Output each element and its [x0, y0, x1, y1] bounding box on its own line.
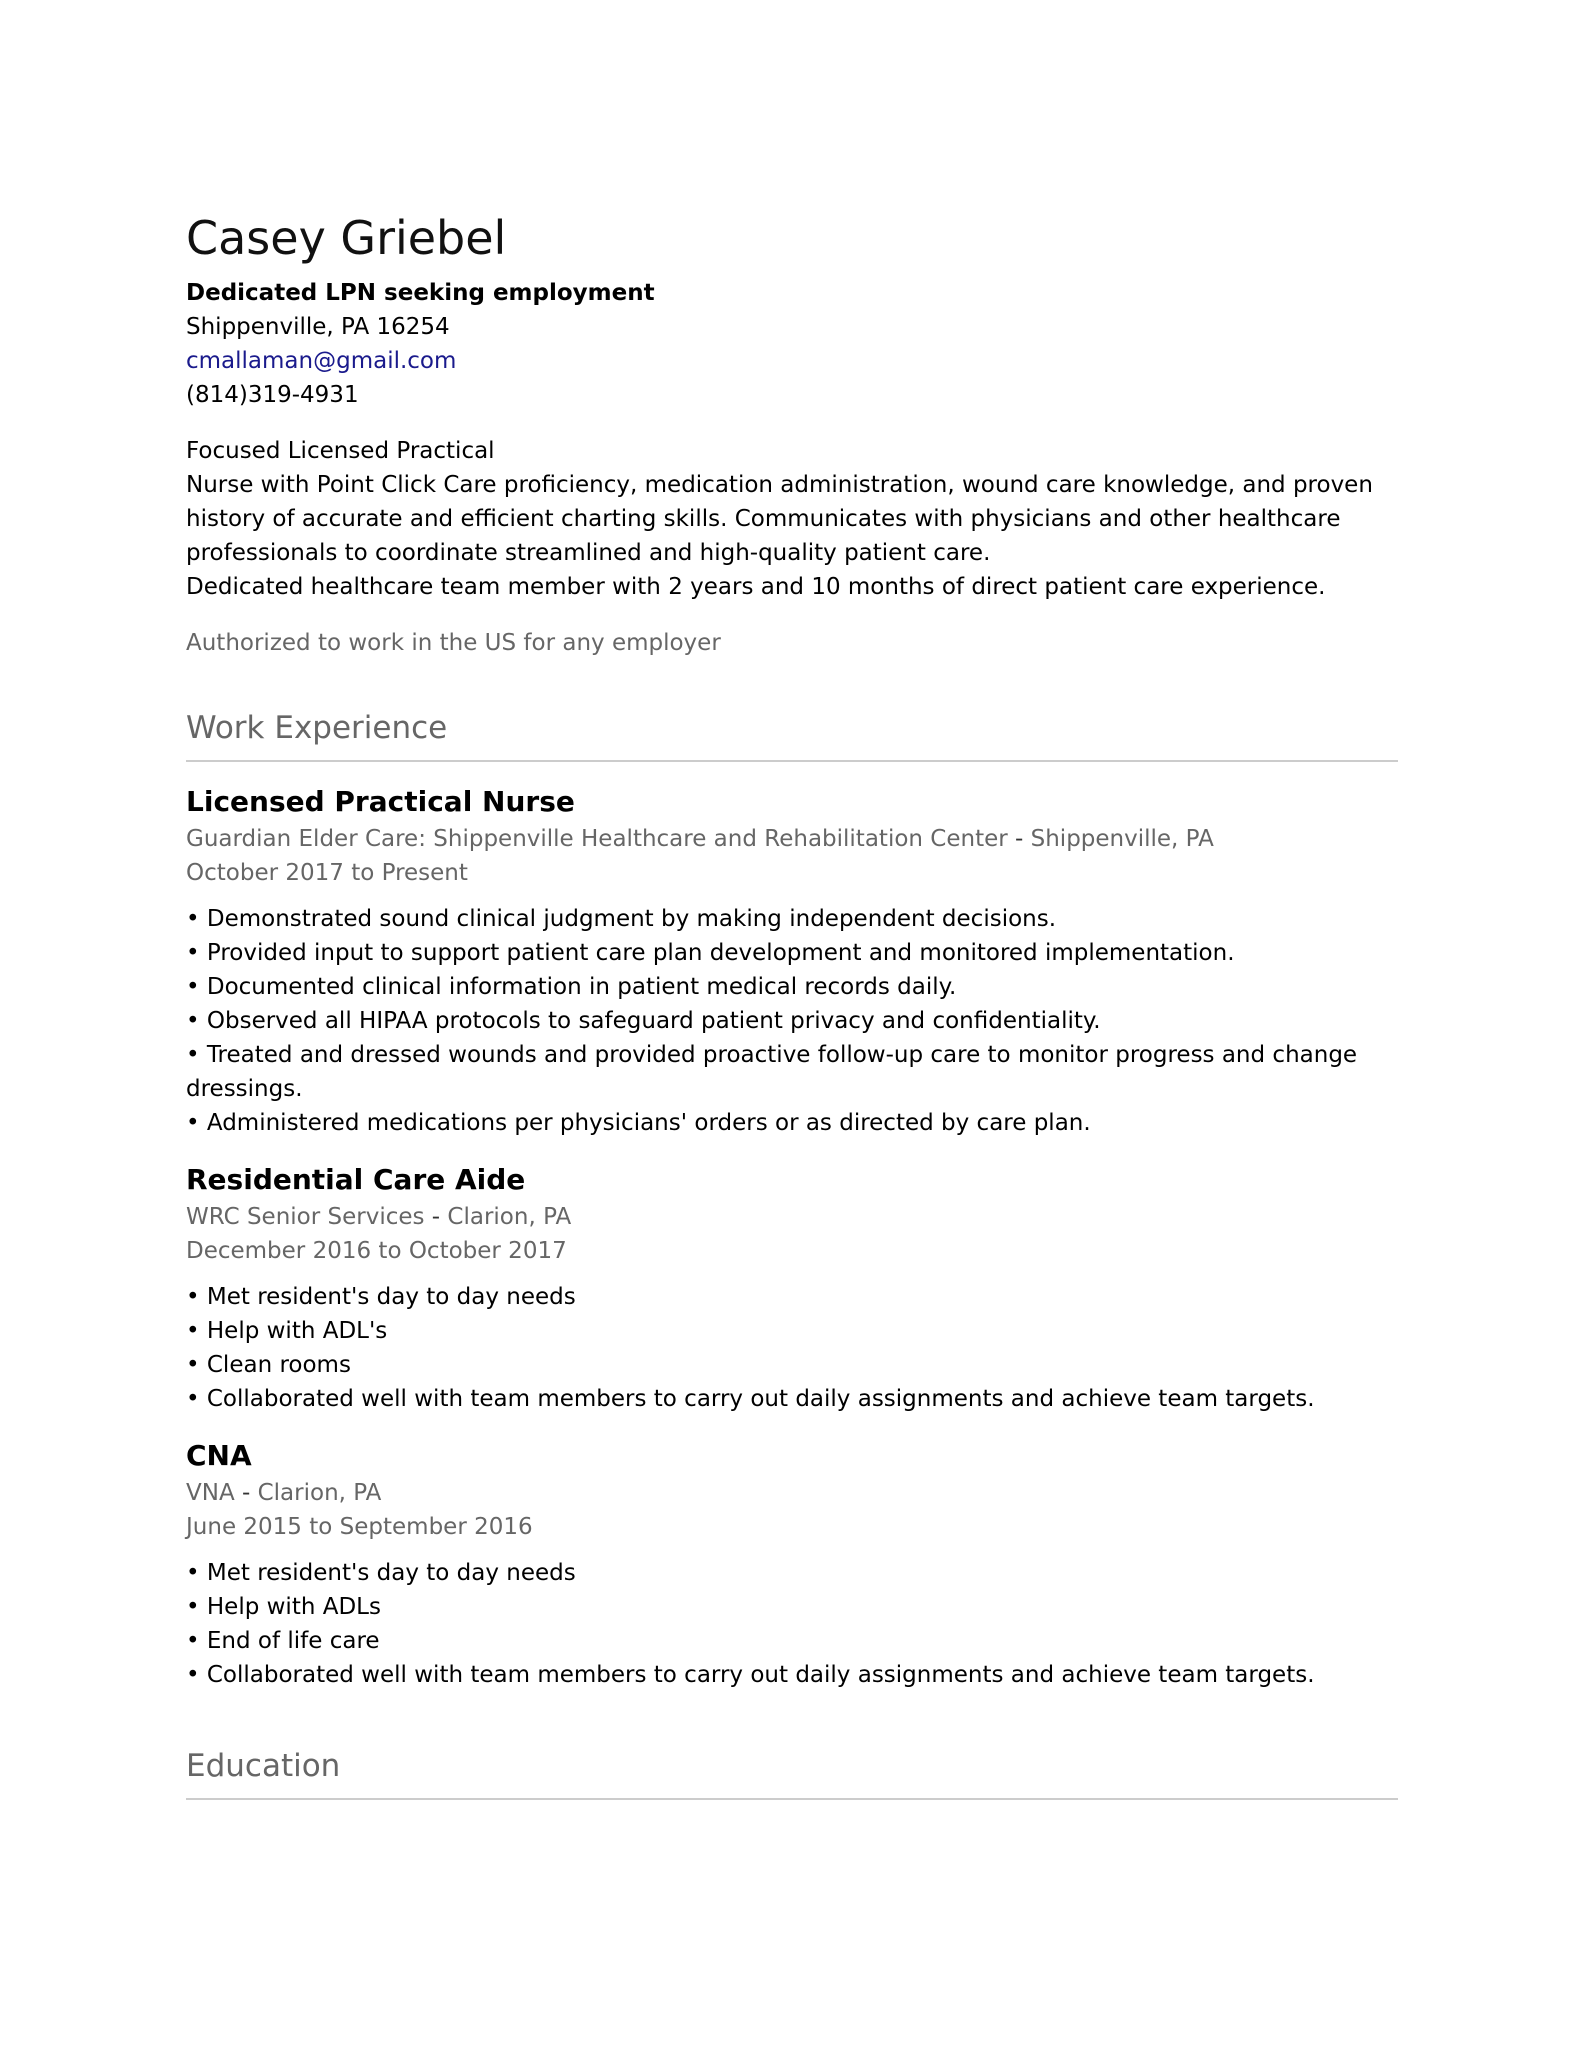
job-title: CNA: [186, 1439, 252, 1472]
job-bullet-list: [186, 1280, 1398, 1416]
summary-line: Dedicated healthcare team member with 2 years and 10 months of direct patient care experience.: [186, 574, 1326, 600]
job-bullet: • Clean rooms: [186, 1352, 351, 1378]
job-dates: October 2017 to Present: [186, 860, 468, 886]
summary-line: Focused Licensed Practical: [186, 438, 495, 464]
job-bullet: • Demonstrated sound clinical judgment by making independent decisions.: [186, 906, 1057, 932]
job-employer-line: [186, 822, 1398, 856]
job-bullet: • Met resident's day to day needs: [186, 1560, 576, 1586]
job-location: Shippenville, PA: [1030, 826, 1214, 852]
candidate-name: Casey Griebel: [186, 211, 507, 265]
job-bullet: • Provided input to support patient care plan development and monitored implementation.: [186, 940, 1235, 966]
job-bullet: • Met resident's day to day needs: [186, 1284, 576, 1310]
job-bullet: • Collaborated well with team members to carry out daily assignments and achieve team targets.: [186, 1386, 1315, 1412]
employer-separator: -: [424, 1204, 448, 1230]
employer-separator: -: [1007, 826, 1031, 852]
job-dates: December 2016 to October 2017: [186, 1238, 567, 1264]
section-title-work-experience: Work Experience: [186, 708, 1398, 762]
job-dates: June 2015 to September 2016: [186, 1514, 533, 1540]
job-location: Clarion, PA: [257, 1480, 382, 1506]
job-employer: WRC Senior Services: [186, 1204, 425, 1230]
employer-separator: -: [234, 1480, 258, 1506]
job-employer-line: [186, 1200, 1398, 1234]
job-entry: [186, 782, 1398, 1140]
phone-number: (814)319-4931: [186, 382, 359, 408]
job-entry: [186, 1160, 1398, 1416]
job-bullet: • Collaborated well with team members to carry out daily assignments and achieve team targets.: [186, 1662, 1315, 1688]
job-bullet-list: [186, 902, 1398, 1140]
job-employer-line: [186, 1476, 1398, 1510]
summary-block: [186, 434, 1398, 604]
job-bullet: • End of life care: [186, 1628, 380, 1654]
email-link[interactable]: cmallaman@gmail.com: [186, 348, 457, 374]
resume-page: [186, 210, 1398, 1800]
job-bullet: • Help with ADLs: [186, 1594, 381, 1620]
job-entry: [186, 1436, 1398, 1692]
job-employer: VNA: [186, 1480, 235, 1506]
job-bullet: • Help with ADL's: [186, 1318, 388, 1344]
location-text: Shippenville, PA 16254: [186, 314, 450, 340]
job-bullet: • Observed all HIPAA protocols to safeguard patient privacy and confidentiality.: [186, 1008, 1101, 1034]
resume-headline: Dedicated LPN seeking employment: [186, 280, 655, 306]
job-employer: Guardian Elder Care: Shippenville Healthcare and Rehabilitation Center: [186, 826, 1008, 852]
job-bullet-list: [186, 1556, 1398, 1692]
job-location: Clarion, PA: [447, 1204, 572, 1230]
job-bullet: • Treated and dressed wounds and provided proactive follow-up care to monitor progress and change dressings.: [186, 1042, 1358, 1102]
job-title: Licensed Practical Nurse: [186, 785, 575, 818]
job-bullet: • Administered medications per physicians' orders or as directed by care plan.: [186, 1110, 1091, 1136]
job-bullet: • Documented clinical information in patient medical records daily.: [186, 974, 957, 1000]
work-authorization: Authorized to work in the US for any employer: [186, 630, 721, 656]
job-title: Residential Care Aide: [186, 1163, 526, 1196]
summary-line: Nurse with Point Click Care proficiency, medication administration, wound care knowledge, and proven history of accurate and efficient charting skills. Communicates with physicians and other healthcare professionals to coordinate streamlined and high-quality patient care.: [186, 472, 1373, 566]
section-title-education: Education: [186, 1746, 1398, 1800]
